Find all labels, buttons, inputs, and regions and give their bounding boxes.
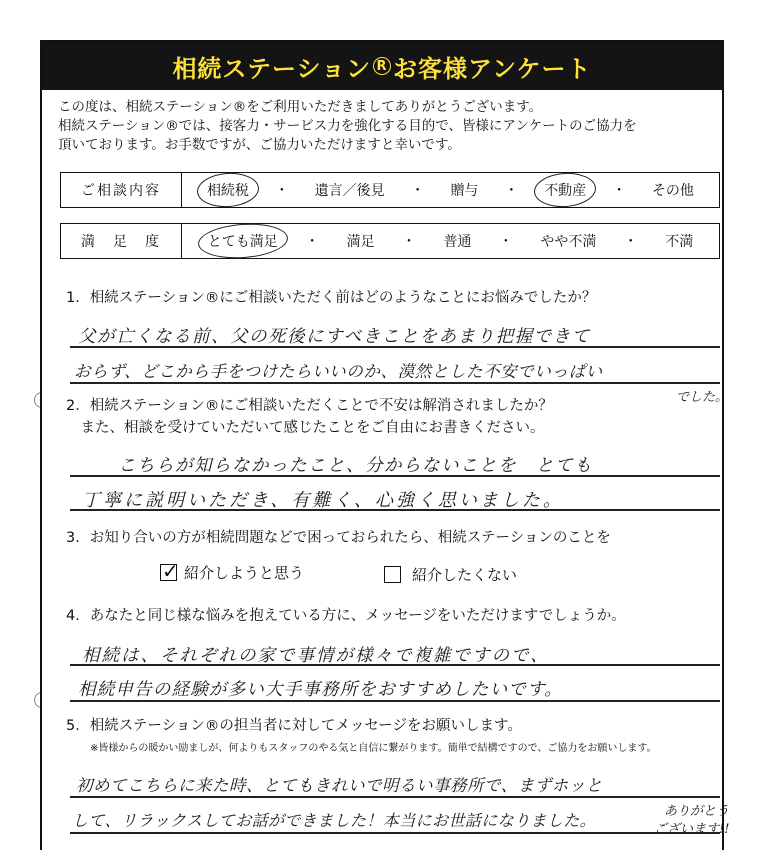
question-1: 1．相続ステーション®にご相談いただく前はどのようなことにお悩みでしたか？ <box>66 290 597 306</box>
separator: ・ <box>623 234 638 250</box>
option-real-estate[interactable]: 不動産 <box>540 178 590 202</box>
answer-2-line-2[interactable]: 丁寧に説明いただき、有難く、心強く思いました。 <box>82 490 564 511</box>
answer-2-line-1[interactable]: こちらが知らなかったこと、分からないことを とても <box>118 456 593 476</box>
option-very-satisfied[interactable]: とても満足 <box>204 229 282 253</box>
separator: ・ <box>612 183 627 199</box>
separator: ・ <box>504 183 519 199</box>
question-5: 5．相続ステーション®の担当者に対してメッセージをお願いします。 <box>66 718 522 734</box>
answer-line <box>70 796 720 798</box>
recommend-yes-label: 紹介しようと思う <box>184 564 305 582</box>
separator: ・ <box>305 234 320 250</box>
answer-1-line-3[interactable]: でした。 <box>676 390 729 405</box>
intro-line: 相続ステーション®では、接客力・サービス力を強化する目的で、皆様にアンケートのご協力を <box>58 118 637 134</box>
separator: ・ <box>274 183 289 199</box>
recommend-yes-checkbox[interactable] <box>160 559 179 583</box>
title-suffix: お客様アンケート <box>393 54 592 83</box>
separator: ・ <box>410 183 425 199</box>
answer-5-thanks-1[interactable]: ありがとう <box>664 804 730 819</box>
recommend-choices <box>160 560 680 590</box>
intro-line: この度は、相続ステーション®をご利用いただきましてありがとうございます。 <box>58 99 543 115</box>
question-3: 3．お知り合いの方が相続問題などで困っておられたら、相続ステーションのことを <box>66 530 611 546</box>
answer-5-line-1[interactable]: 初めてこちらに来た時、とてもきれいで明るい事務所で、まずホッと <box>76 776 603 795</box>
question-2: 2．相続ステーション®にご相談いただくことで不安は解消されましたか？ <box>66 398 553 414</box>
answer-4-line-1[interactable]: 相続は、それぞれの家で事情が様々で複雑ですので、 <box>82 646 550 666</box>
checkmark-icon: ✓ <box>162 559 179 583</box>
answer-line <box>70 832 720 834</box>
option-inheritance-tax[interactable]: 相続税 <box>203 178 253 202</box>
satisfaction-label: 満 足 度 <box>61 224 182 258</box>
separator: ・ <box>402 234 417 250</box>
separator: ・ <box>498 234 513 250</box>
option-other[interactable]: その他 <box>651 183 694 199</box>
survey-sheet <box>40 40 730 850</box>
answer-line <box>70 382 720 384</box>
answer-4-line-2[interactable]: 相続申告の経験が多い大手事務所をおすすめしたいです。 <box>78 680 563 700</box>
survey-title <box>42 42 722 90</box>
title-text: 相続ステーション <box>172 54 371 83</box>
recommend-no-label: 紹介したくない <box>412 566 518 584</box>
option-will[interactable]: 遺言／後見 <box>314 183 385 199</box>
answer-1-line-1[interactable]: 父が亡くなる前、父の死後にすべきことをあまり把握できて <box>78 327 591 347</box>
consult-content-row <box>60 172 720 208</box>
registered-mark: R <box>373 57 391 75</box>
consult-label: ご相談内容 <box>61 173 182 207</box>
recommend-no-checkbox[interactable] <box>384 566 401 583</box>
intro-line: 頂いております。お手数ですが、ご協力いただけますと幸いです。 <box>58 137 461 153</box>
answer-1-line-2[interactable]: おらず、どこから手をつけたらいいのか、漠然とした不安でいっぱい <box>74 362 603 381</box>
answer-5-thanks-2[interactable]: ございます!! <box>654 822 730 837</box>
satisfaction-row <box>60 223 720 259</box>
answer-5-line-2[interactable]: して、リラックスしてお話ができました！本当にお世話になりました。 <box>72 811 597 830</box>
intro-text <box>58 98 718 155</box>
question-2-sub: また、相談を受けていただいて感じたことをご自由にお書きください。 <box>66 420 545 436</box>
option-gift[interactable]: 贈与 <box>450 183 479 199</box>
question-4: 4．あなたと同じ様な悩みを抱えている方に、メッセージをいただけますでしょうか。 <box>66 608 626 624</box>
option-neutral[interactable]: 普通 <box>443 234 472 250</box>
encouragement-note: ※皆様からの暖かい励ましが、何よりもスタッフのやる気と自信に繋がります。簡単で結構ですので、ご協力をお願いします。 <box>90 743 657 754</box>
option-dissatisfied[interactable]: 不満 <box>665 234 694 250</box>
option-satisfied[interactable]: 満足 <box>346 234 375 250</box>
option-somewhat-dissatisfied[interactable]: やや不満 <box>540 234 597 250</box>
